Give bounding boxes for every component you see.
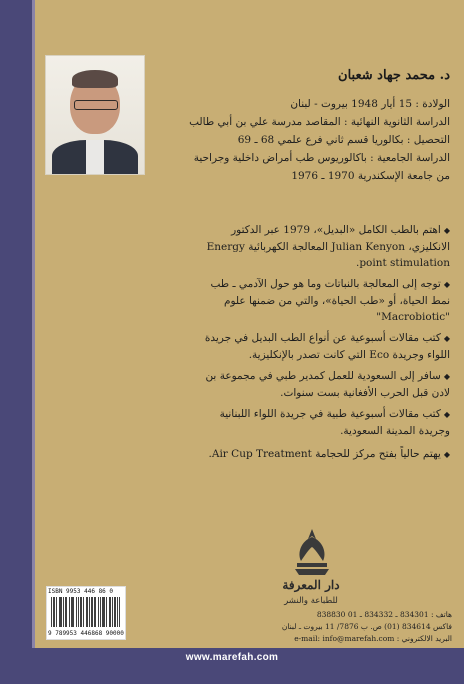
bullet-icon: ◆ bbox=[443, 450, 450, 459]
publisher-subtitle: للطباعة والنشر bbox=[284, 596, 338, 606]
bullet-item bbox=[200, 222, 450, 271]
website-link[interactable]: www.marefah.com bbox=[185, 652, 279, 663]
author-name: د. محمد جهاد شعبان bbox=[338, 68, 450, 83]
barcode-bar bbox=[71, 597, 72, 627]
barcode-bar bbox=[81, 597, 82, 627]
barcode-bar bbox=[100, 597, 101, 627]
barcode-bar bbox=[87, 597, 88, 627]
barcode-bar bbox=[66, 597, 67, 627]
publisher-logo-icon bbox=[287, 525, 337, 581]
bullet-text: يهتم حالياً بفتح مركز للحجامة Air Cup Treatment. bbox=[208, 448, 441, 460]
barcode-bar bbox=[95, 597, 96, 627]
barcode-bar bbox=[78, 597, 79, 627]
barcode-digits: 9 789953 446868 90000 bbox=[48, 630, 124, 637]
barcode-bar bbox=[65, 597, 66, 627]
barcode-bar bbox=[119, 597, 120, 627]
bullet-text: كتب مقالات أسبوعية عن أنواع الطب البديل في جريدة اللواء وجريدة Eco التي كانت تصدر بالإنكليزية. bbox=[204, 332, 450, 361]
barcode-bar bbox=[92, 597, 93, 627]
publisher-name: دار المعرفة bbox=[282, 578, 340, 592]
barcode-bar bbox=[69, 597, 70, 627]
publisher-phone: هاتف : 834301 ـ 834332 ـ 01 838830 bbox=[316, 610, 452, 619]
barcode-bar bbox=[61, 597, 62, 627]
bio-line-university: الدراسة الجامعية : باكالوريوس طب أمراض داخلية وجراحية bbox=[193, 152, 450, 164]
bullet-icon: ◆ bbox=[443, 410, 450, 419]
bullet-icon: ◆ bbox=[443, 334, 450, 343]
barcode-bar bbox=[53, 597, 54, 627]
bio-line-bac: التحصيل : بكالوريا قسم ثاني فرع علمي 68 ـ 69 bbox=[237, 134, 450, 146]
barcode-bar bbox=[54, 597, 55, 627]
author-photo bbox=[45, 55, 145, 175]
barcode-bar bbox=[51, 597, 52, 627]
barcode-bar bbox=[80, 597, 81, 627]
barcode-bar bbox=[76, 597, 77, 627]
barcode-bar bbox=[59, 597, 60, 627]
bullet-item bbox=[200, 330, 450, 363]
barcode-bar bbox=[112, 597, 113, 627]
barcode-bar bbox=[117, 597, 118, 627]
barcode-bar bbox=[102, 597, 103, 627]
spine-stripe bbox=[0, 0, 32, 684]
bullet-item bbox=[200, 276, 450, 325]
barcode-bar bbox=[115, 597, 116, 627]
bullet-icon: ◆ bbox=[443, 226, 450, 235]
barcode-bar bbox=[103, 597, 104, 627]
barcode-bar bbox=[109, 597, 110, 627]
bullet-icon: ◆ bbox=[443, 372, 450, 381]
photo-hair bbox=[72, 70, 118, 88]
bullet-text: كتب مقالات أسبوعية طبية في جريدة اللواء اللبنانية وجريدة المدينة السعودية. bbox=[219, 408, 450, 437]
barcode-bar bbox=[73, 597, 74, 627]
barcode-bar bbox=[60, 597, 61, 627]
bullet-text: سافر إلى السعودية للعمل كمدير طبي في مجموعة بن لادن قبل الحرب الأفغانية بست سنوات. bbox=[205, 370, 450, 399]
barcode-bar bbox=[89, 597, 90, 627]
photo-shirt bbox=[86, 140, 104, 175]
bullet-icon: ◆ bbox=[443, 280, 450, 289]
barcode-bar bbox=[56, 597, 57, 627]
barcode-bar bbox=[91, 597, 92, 627]
bio-line-secondary: الدراسة الثانوية النهائية : المقاصد مدرسة علي بن أبي طالب bbox=[189, 116, 450, 128]
bullet-item bbox=[200, 446, 450, 463]
isbn-text: ISBN 9953 446 86 0 bbox=[48, 588, 114, 595]
publisher-email: البريد الالكتروني : e-mail: info@marefah.com bbox=[294, 634, 452, 643]
barcode-bar bbox=[63, 597, 64, 627]
publisher-fax: فاكس 834614 (01) ص. ب 7876/ 11 بيروت ـ لبنان bbox=[281, 622, 452, 631]
barcode-bars bbox=[51, 597, 121, 627]
barcode-bar bbox=[104, 597, 105, 627]
barcode-bar bbox=[86, 597, 87, 627]
barcode-bar bbox=[94, 597, 95, 627]
photo-glasses bbox=[74, 100, 118, 110]
bio-line-birth: الولادة : 15 أيار 1948 بيروت - لبنان bbox=[290, 98, 450, 110]
barcode-bar bbox=[72, 597, 73, 627]
barcode-bar bbox=[114, 597, 115, 627]
bullet-item bbox=[200, 406, 450, 439]
barcode-bar bbox=[106, 597, 107, 627]
barcode-bar bbox=[110, 597, 111, 627]
spine-edge bbox=[32, 0, 35, 684]
bullet-text: توجه إلى المعالجة بالنباتات وما هو حول الآدمي ـ طب نمط الحياة، أو «طب الحياة»، والتي من ضمنها علوم "Macrobiotic" bbox=[210, 278, 450, 323]
barcode-bar bbox=[83, 597, 84, 627]
barcode-bar bbox=[98, 597, 99, 627]
bullet-text: اهتم بالطب الكامل «البديل»، 1979 عبر الدكتور الانكليزي، Julian Kenyon المعالجة الكهربائية Energy point stimulation. bbox=[206, 224, 450, 269]
bullet-item bbox=[200, 368, 450, 401]
bio-line-university-years: من جامعة الإسكندرية 1970 ـ 1976 bbox=[291, 170, 450, 182]
